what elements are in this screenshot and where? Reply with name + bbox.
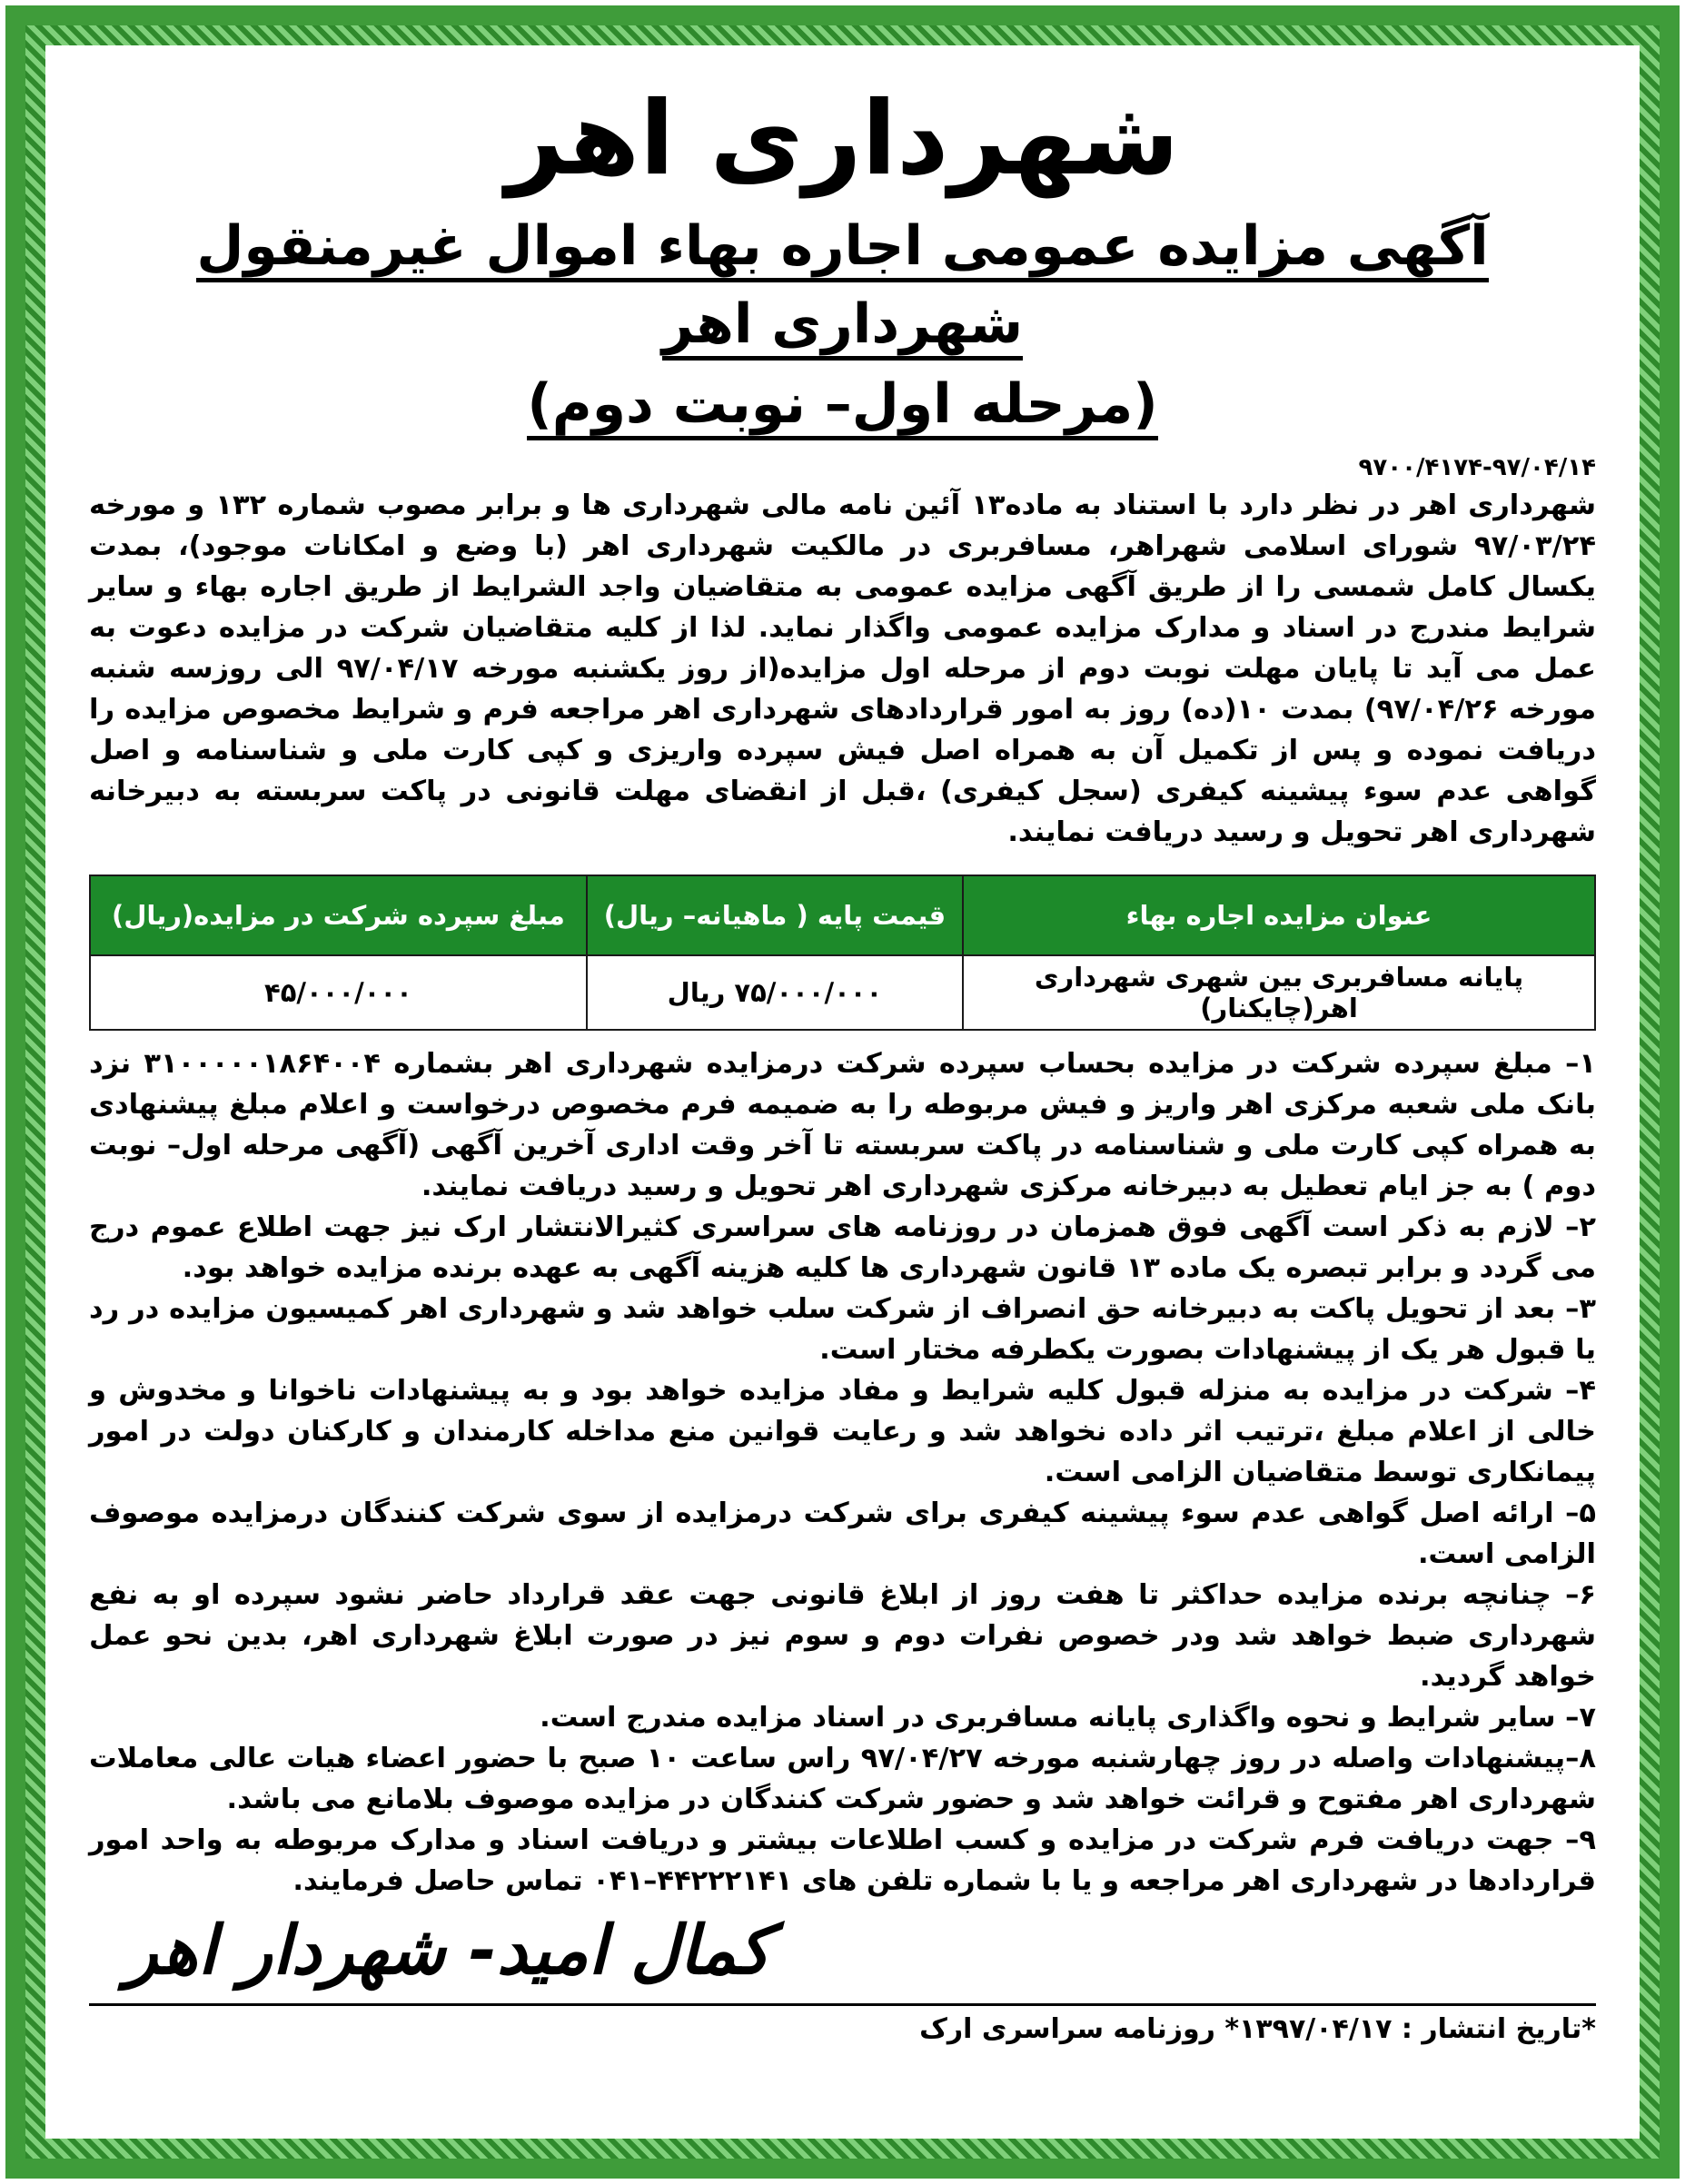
list-item: ۴– شرکت در مزایده به منزله قبول کلیه شرایط و مفاد مزایده خواهد بود و به پیشنهادات ناخوانا و مخدوش و خالی از اعلام مبلغ ،ترتیب اثر داده نخواهد شد و رعایت قوانین منع مداخله کارمندان و کارکنان دولت در امور پیمانکاری توسط متقاضیان الزامی است.	[89, 1375, 1596, 1488]
column-header-base-price: قیمت پایه ( ماهیانه– ریال)	[587, 875, 963, 955]
notice-body	[45, 45, 1640, 2139]
page-title: شهرداری اهر	[505, 80, 1180, 198]
reference-number: ۹۷۰۰/۴۱۷۴-۹۷/۰۴/۱۴	[1358, 454, 1596, 481]
notice-phase-text: (مرحله اول– نوبت دوم)	[527, 372, 1157, 440]
intro-paragraph: شهرداری اهر در نظر دارد با استناد به ماده۱۳ آئین نامه مالی شهرداری ها و برابر مصوب شماره ۱۳۲ و مورخه ۹۷/۰۳/۲۴ شورای اسلامی شهراهر، مسافربری در مالکیت شهرداری اهر (با وضع و امکانات موجود)، بمدت یکسال کامل شمسی را از طریق آگهی مزایده عمومی به متقاضیان واجد الشرایط از طریق اجاره بهاء و سایر شرایط مندرج در اسناد و مدارک مزایده عمومی واگذار نماید. لذا از کلیه متقاضیان شرکت در مزایده دعوت به عمل می آید تا پایان مهلت نوبت دوم از مرحله اول مزایده(از روز یکشنبه مورخه ۹۷/۰۴/۱۷ الی روزسه شنبه مورخه ۹۷/۰۴/۲۶) بمدت ۱۰(ده) روز به امور قراردادهای شهرداری اهر مراجعه فرم و شرایط مخصوص مزایده را دریافت نموده و پس از تکمیل آن به همراه اصل فیش سپرده واریزی و کپی کارت ملی و شناسنامه و اصل گواهی عدم سوء پیشینه کیفری (سجل کیفری) ،قبل از انقضای مهلت قانونی در پاکت سربسته به دبیرخانه شهرداری اهر تحویل و رسید دریافت نمایند.	[89, 489, 1596, 848]
cell-base-price: ۷۵/۰۰۰/۰۰۰ ریال	[587, 955, 963, 1030]
list-item: ۶– چنانچه برنده مزایده حداکثر تا هفت روز از ابلاغ قانونی جهت عقد قرارداد حاضر نشود سپرده او به نفع شهرداری ضبط خواهد شد ودر خصوص نفرات دوم و سوم نیز در صورت ابلاغ شهرداری اهر، بدین نحو عمل خواهد گردید.	[89, 1579, 1596, 1693]
decorative-border	[5, 5, 1680, 2179]
publication-date: *تاریخ انتشار : ۱۳۹۷/۰۴/۱۷* روزنامه سراسری ارک	[919, 2013, 1596, 2045]
notice-subtitle-text: آگهی مزایده عمومی اجاره بهاء اموال غیرمنقول شهرداری اهر	[196, 214, 1488, 361]
list-item: ۱– مبلغ سپرده شرکت در مزایده بحساب سپرده شرکت درمزایده شهرداری اهر بشماره ۳۱۰۰۰۰۰۱۸۶۴۰۰۴ نزد بانک ملی شعبه مرکزی اهر واریز و فیش مربوطه را به ضمیمه فرم مخصوص درخواست و اعلام مبلغ پیشنهادی به همراه کپی کارت ملی و شناسنامه در پاکت سربسته تا آخر وقت اداری آخرین آگهی (آگهی مرحله اول– نوبت دوم ) به جز ایام تعطیل به دبیرخانه مرکزی شهرداری اهر تحویل و رسید دریافت نمایند.	[89, 1048, 1596, 1202]
column-header-title: عنوان مزایده اجاره بهاء	[963, 875, 1595, 955]
table-header-row	[90, 875, 1595, 955]
notice-subtitle	[89, 207, 1596, 363]
list-item: ۹– جهت دریافت فرم شرکت در مزایده و کسب اطلاعات بیشتر و دریافت اسناد و مدارک مربوطه به واحد امور قراردادها در شهرداری اهر مراجعه و یا با شماره تلفن های ۴۴۲۲۲۱۴۱–۰۴۱ تماس حاصل فرمایند.	[89, 1824, 1596, 1897]
list-item: ۲– لازم به ذکر است آگهی فوق همزمان در روزنامه های سراسری کثیرالانتشار ارک نیز جهت اطلاع عموم درج می گردد و برابر تبصره یک ماده ۱۳ قانون شهرداری ها کلیه هزینه آگهی به عهده برنده مزایده خواهد بود.	[89, 1211, 1596, 1284]
column-header-deposit: مبلغ سپرده شرکت در مزایده(ریال)	[90, 875, 587, 955]
table-row	[90, 955, 1595, 1030]
signature: کمال امید- شهردار اهر	[125, 1912, 771, 1990]
conditions-list	[89, 1043, 1596, 1902]
cell-title: پایانه مسافربری بین شهری شهرداری اهر(چایکنار)	[963, 955, 1595, 1030]
notice-phase	[89, 363, 1596, 445]
list-item: ۸–پیشنهادات واصله در روز چهارشنبه مورخه ۹۷/۰۴/۲۷ راس ساعت ۱۰ صبح با حضور اعضاء هیات عالی معاملات شهرداری اهر مفتوح و قرائت خواهد شد و حضور شرکت کنندگان در مزایده موصوف بلامانع می باشد.	[89, 1743, 1596, 1815]
list-item: ۵– ارائه اصل گواهی عدم سوء پیشینه کیفری برای شرکت درمزایده از سوی شرکت کنندگان درمزایده موصوف الزامی است.	[89, 1497, 1596, 1570]
list-item: ۳– بعد از تحویل پاکت به دبیرخانه حق انصراف از شرکت سلب خواهد شد و شهرداری اهر کمیسیون مزایده در رد یا قبول هر یک از پیشنهادات بصورت یکطرفه مختار است.	[89, 1293, 1596, 1366]
cell-deposit: ۴۵/۰۰۰/۰۰۰	[90, 955, 587, 1030]
list-item: ۷– سایر شرایط و نحوه واگذاری پایانه مسافربری در اسناد مزایده مندرج است.	[540, 1702, 1596, 1734]
auction-table	[89, 875, 1596, 1031]
